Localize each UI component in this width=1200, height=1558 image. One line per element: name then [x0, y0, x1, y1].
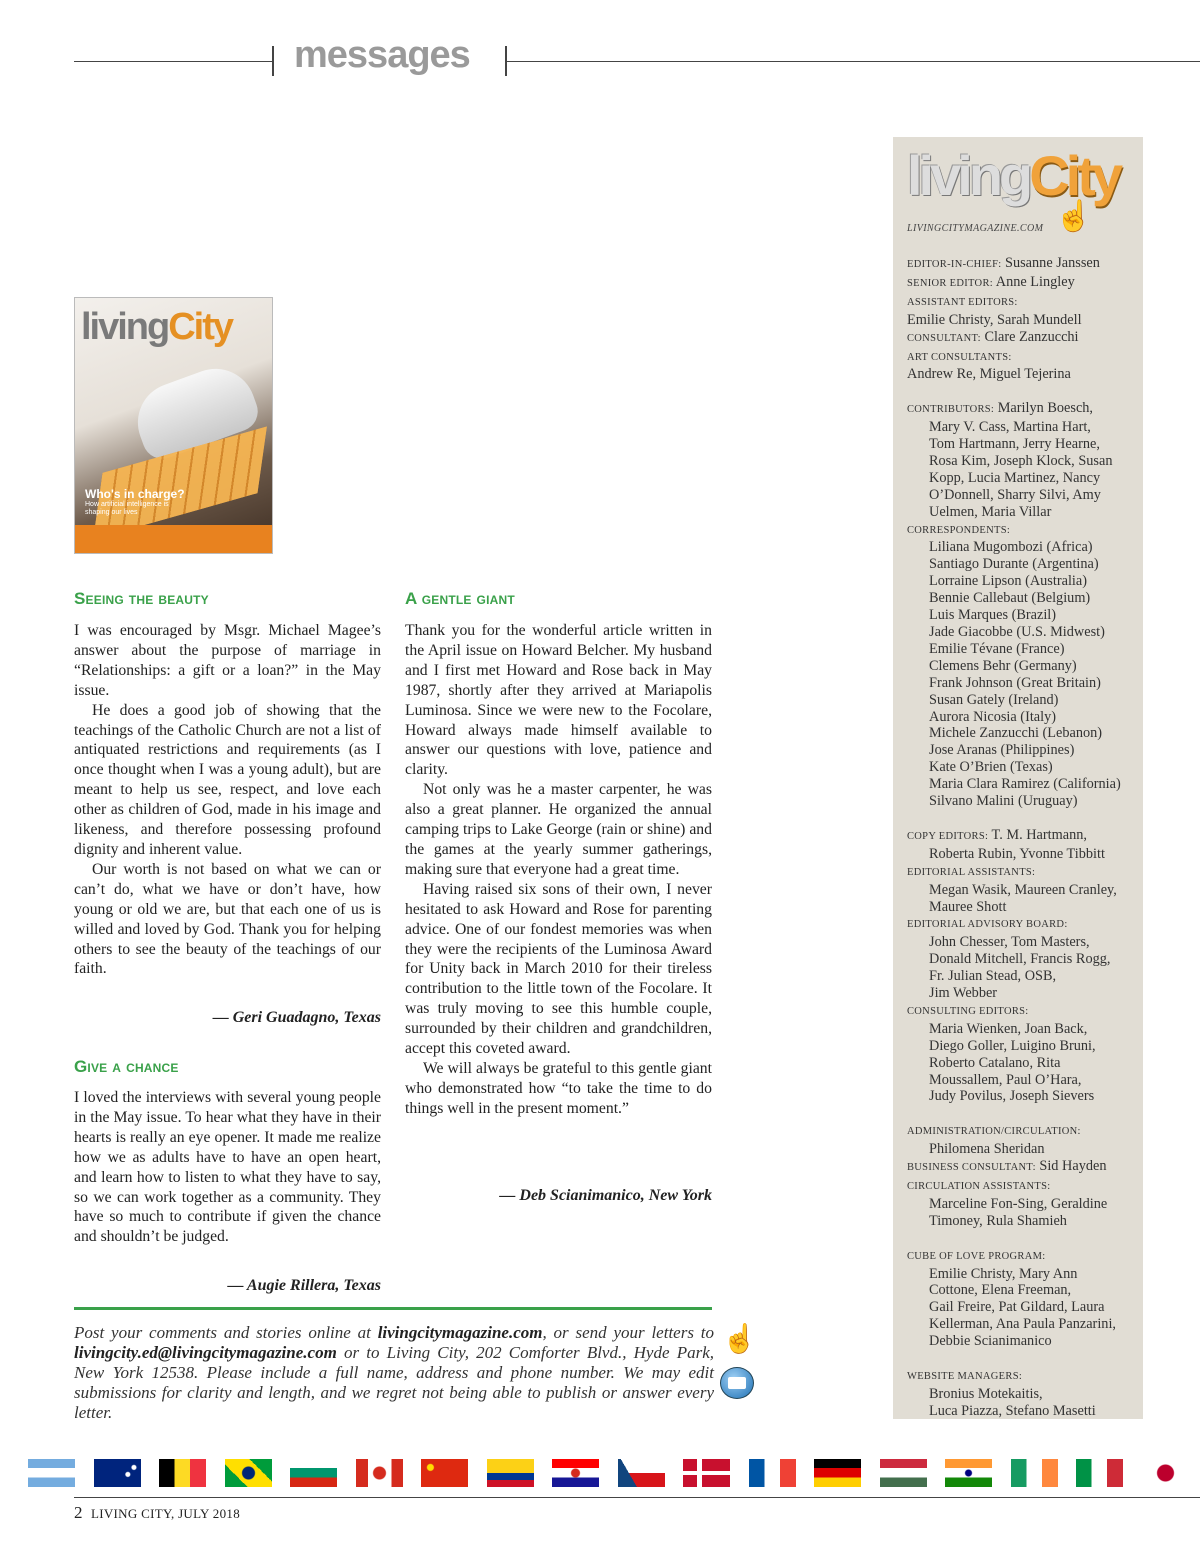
article-paragraph: We will always be grateful to this gentle giant who demonstrated how “to take the time to do things well in the present moment.”	[405, 1059, 712, 1117]
masthead-credit-line: Silvano Malini (Uruguay)	[929, 793, 1078, 810]
flag-belgium-icon	[159, 1459, 206, 1487]
article-paragraph: Thank you for the wonderful article written in the April issue on Howard Belcher. My husband and I first met Howard and Rose back in May 1987, shortly after they arrived at Mariapolis Luminosa. Since we were new to the Focolare, Howard always made himself available to answer our questions with love, patience and clarity.	[405, 622, 712, 779]
flag-hungary-icon	[880, 1459, 927, 1487]
masthead-credit-line: Lorraine Lipson (Australia)	[929, 573, 1088, 590]
flag-argentina-icon	[28, 1459, 75, 1487]
masthead-credit-line: Jim Webber	[929, 985, 998, 1002]
masthead-credit-line: Mary V. Cass, Martina Hart,	[929, 419, 1091, 436]
masthead-credits	[907, 255, 1139, 1420]
footer-rule	[74, 1497, 1200, 1498]
masthead-role: COPY EDITORS:	[907, 830, 989, 842]
header-tick-left	[272, 46, 274, 76]
masthead-role: EDITOR-IN-CHIEF:	[907, 259, 1002, 270]
masthead-credit-line: Roberta Rubin, Yvonne Tibbitt	[929, 845, 1105, 862]
article-title: Give a chance	[74, 1057, 179, 1076]
masthead-credit-line: Moussallem, Paul O’Hara,	[929, 1071, 1082, 1088]
masthead-logo: livingCity	[907, 144, 1120, 207]
article-paragraph: I was encouraged by Msgr. Michael Magee’s answer about the purpose of marriage in “Relationships: a gift or a loan?” in the May issue.	[74, 622, 381, 699]
mail-icon[interactable]	[720, 1367, 754, 1399]
flag-australia-icon	[94, 1459, 141, 1487]
masthead-credit-line	[907, 274, 1139, 293]
article-paragraph: I loved the interviews with several young people in the May issue. To hear what they have in their hearts is really an eye opener. It made me realize how we as adults have to have an open heart, and learn how to listen to what they have to say, so we can work together as a community. They have so much to contribute if given the chance and shouldn’t be judged.	[74, 1089, 381, 1246]
flag-france-icon	[749, 1459, 796, 1487]
masthead-credit-line	[907, 293, 1139, 312]
masthead-role: ART CONSULTANTS:	[907, 351, 1012, 363]
masthead-credit-line: Philomena Sheridan	[929, 1141, 1045, 1158]
masthead-names: Sid Hayden	[1035, 1158, 1107, 1175]
flag-colombia-icon	[487, 1459, 534, 1487]
masthead-role: ADMINISTRATION/CIRCULATION:	[907, 1126, 1081, 1138]
masthead-role: CIRCULATION ASSISTANTS:	[907, 1180, 1051, 1192]
masthead-credit-line: Luca Piazza, Stefano Masetti	[929, 1402, 1096, 1419]
masthead-credit-line: Kate O’Brien (Texas)	[929, 759, 1053, 776]
cover-subhead: How artificial intelligence is shaping our lives	[85, 501, 169, 516]
masthead-credit-line: Cottone, Elena Freeman,	[929, 1282, 1072, 1299]
article-signature: — Deb Scianimanico, New York	[499, 1187, 712, 1204]
article-signature: — Augie Rillera, Texas	[227, 1277, 381, 1294]
masthead-credit-line: Maria Clara Ramirez (California)	[929, 776, 1121, 793]
masthead-credit-line: Luis Marques (Brazil)	[929, 607, 1057, 624]
masthead-credit-line: John Chesser, Tom Masters,	[929, 934, 1090, 951]
masthead-role: CONSULTANT:	[907, 332, 981, 344]
masthead-credit-line: Debbie Scianimanico	[929, 1333, 1052, 1350]
masthead-role: CORRESPONDENTS:	[907, 524, 1011, 536]
masthead-spacer	[907, 1230, 1139, 1247]
article-paragraph: Having raised six sons of their own, I never hesitated to ask Howard and Rose for parenting advice. One of our fondest memories was when they were the recipients of the Luminosa Award for Unity back in March 2010 for their tireless contribution to the little town of the Focolare. It was truly moving to see this humble couple, surrounded by their children and grandchildren, accept this coveted award.	[405, 880, 712, 1058]
masthead-credit-line	[907, 1158, 1139, 1177]
masthead-role: CUBE OF LOVE PROGRAM:	[907, 1250, 1046, 1262]
masthead-credit-line: Donald Mitchell, Francis Rogg,	[929, 951, 1111, 968]
masthead-credit-line: Susan Gately (Ireland)	[929, 691, 1059, 708]
masthead-credit-line: Tom Hartmann, Jerry Hearne,	[929, 436, 1100, 453]
masthead-role: CONSULTING EDITORS:	[907, 1005, 1029, 1017]
flag-china-icon	[421, 1459, 468, 1487]
masthead-credit-line: Roberto Catalano, Rita	[929, 1054, 1061, 1071]
masthead-role: SENIOR EDITOR:	[907, 277, 993, 289]
masthead-credit-line	[907, 348, 1139, 367]
masthead-names: Anne Lingley	[992, 273, 1075, 290]
masthead-panel	[893, 137, 1143, 1419]
article-paragraph: Our worth is not based on what we can or can’t do, what we have or don’t have, how young or old we are, but that each one of us is willed and loved by God. Thank you for helping others to see the beauty of the teachings of our faith.	[74, 860, 381, 978]
masthead-credit-line: Jose Aranas (Philippines)	[929, 742, 1075, 759]
article-paragraph: He does a good job of showing that the teachings of the Catholic Church are not a list of antiquated restrictions and requirements (as I once thought when I was a young adult), but are meant to help us see, respect, and love each other as children of God, made in his image and likeness, and therefore possessing profound dignity and inherent value.	[74, 701, 381, 858]
flag-denmark-icon	[683, 1459, 730, 1487]
masthead-credit-line: Emilie Christy, Mary Ann	[929, 1265, 1078, 1282]
masthead-credit-line: Liliana Mugombozi (Africa)	[929, 539, 1093, 556]
masthead-credit-line: Bronius Motekaitis,	[929, 1385, 1043, 1402]
masthead-credit-line	[907, 1122, 1139, 1141]
flag-brazil-icon	[225, 1459, 272, 1487]
masthead-credit-line: Judy Povilus, Joseph Sievers	[929, 1088, 1095, 1105]
masthead-credit-line: Mauree Shott	[929, 898, 1007, 915]
header-rule-left	[74, 61, 272, 62]
masthead-names: Andrew Re, Miguel Tejerina	[907, 366, 1071, 383]
header-rule-right	[507, 61, 1200, 62]
masthead-credit-line: Maria Wienken, Joan Back,	[929, 1020, 1088, 1037]
masthead-credit-line: Fr. Julian Stead, OSB,	[929, 968, 1057, 985]
masthead-credit-line	[907, 1367, 1139, 1386]
masthead-credit-line: Kellerman, Ana Paula Panzarini,	[929, 1316, 1116, 1333]
masthead-role: CONTRIBUTORS:	[907, 404, 995, 416]
masthead-credit-line: Emilie Tévane (France)	[929, 640, 1065, 657]
masthead-url[interactable]: LIVINGCITYMAGAZINE.COM	[907, 223, 1044, 234]
article-title: Seeing the beauty	[74, 589, 209, 608]
flag-croatia-icon	[552, 1459, 599, 1487]
masthead-spacer	[907, 810, 1139, 827]
pointer-hand-icon: ☝	[1055, 200, 1093, 233]
masthead-credit-line: Michele Zanzucchi (Lebanon)	[929, 725, 1103, 742]
flag-bulgaria-icon	[290, 1459, 337, 1487]
cover-headline: Who's in charge?	[85, 487, 185, 501]
masthead-credit-line	[907, 1177, 1139, 1196]
masthead-credit-line: Kopp, Lucia Martinez, Nancy	[929, 469, 1101, 486]
divider-rule	[74, 1307, 712, 1310]
flag-ireland-icon	[1011, 1459, 1058, 1487]
flag-germany-icon	[814, 1459, 861, 1487]
masthead-credit-line	[907, 521, 1139, 540]
article-body	[74, 621, 381, 979]
publication-info: LIVING CITY, JULY 2018	[91, 1506, 241, 1521]
masthead-credit-line: Jade Giacobbe (U.S. Midwest)	[929, 624, 1105, 641]
masthead-names: Emilie Christy, Sarah Mundell	[907, 311, 1082, 328]
masthead-credit-line	[907, 255, 1139, 274]
article-signature: — Geri Guadagno, Texas	[212, 1009, 381, 1026]
masthead-credit-line: Aurora Nicosia (Italy)	[929, 708, 1057, 725]
masthead-credit-line	[907, 915, 1139, 934]
masthead-names: Marilyn Boesch,	[994, 400, 1094, 417]
masthead-credit-line	[907, 1247, 1139, 1266]
masthead-credit-line: Gail Freire, Pat Gildard, Laura	[929, 1299, 1105, 1316]
article-body	[74, 1088, 381, 1247]
website-link[interactable]: livingcitymagazine.com	[377, 1323, 543, 1342]
masthead-names: Susanne Janssen	[1001, 255, 1100, 271]
masthead-credit-line: O’Donnell, Sharry Silvi, Amy	[929, 486, 1101, 503]
masthead-role: EDITORIAL ASSISTANTS:	[907, 866, 1036, 878]
masthead-credit-line: Uelmen, Maria Villar	[929, 503, 1052, 520]
masthead-credit-line: Diego Goller, Luigino Bruni,	[929, 1037, 1096, 1054]
flag-canada-icon	[356, 1459, 403, 1487]
masthead-names: Clare Zanzucchi	[980, 328, 1079, 345]
masthead-credit-line: Marceline Fon-Sing, Geraldine	[929, 1195, 1108, 1212]
masthead-spacer	[907, 383, 1139, 400]
masthead-role: BUSINESS CONSULTANT:	[907, 1162, 1036, 1174]
flag-india-icon	[945, 1459, 992, 1487]
flag-japan-icon	[1142, 1459, 1189, 1487]
masthead-credit-line: Timoney, Rula Shamieh	[929, 1212, 1067, 1229]
email-link[interactable]: livingcity.ed@livingcitymagazine.com	[74, 1342, 337, 1362]
masthead-credit-line: Bennie Callebaut (Belgium)	[929, 590, 1091, 607]
flag-czech-republic-icon	[618, 1459, 665, 1487]
article-body	[405, 621, 712, 1119]
masthead-credit-line: Frank Johnson (Great Britain)	[929, 674, 1101, 691]
flag-italy-icon	[1076, 1459, 1123, 1487]
masthead-credit-line	[907, 1002, 1139, 1021]
masthead-role: WEBSITE MANAGERS:	[907, 1370, 1023, 1382]
masthead-credit-line: Santiago Durante (Argentina)	[929, 556, 1099, 573]
masthead-names: T. M. Hartmann,	[988, 826, 1087, 843]
page-folio	[74, 1503, 240, 1523]
masthead-credit-line: Megan Wasik, Maureen Cranley,	[929, 881, 1117, 898]
cover-logo: livingCity	[81, 306, 233, 348]
masthead-spacer	[907, 1350, 1139, 1367]
cover-footer-band	[75, 525, 272, 553]
masthead-credit-line	[907, 312, 1139, 329]
pointer-hand-icon: ☝	[722, 1324, 757, 1355]
section-title: messages	[294, 34, 470, 76]
page-number: 2	[74, 1503, 83, 1522]
masthead-spacer	[907, 1105, 1139, 1122]
masthead-credit-line	[907, 400, 1139, 419]
masthead-role: EDITORIAL ADVISORY BOARD:	[907, 919, 1068, 931]
masthead-credit-line	[907, 863, 1139, 882]
masthead-role: ASSISTANT EDITORS:	[907, 296, 1018, 308]
magazine-cover-image	[74, 297, 273, 554]
article-paragraph: Not only was he a master carpenter, he was also a great planner. He organized the annual camping trips to Lake George (rain or shine) and the games at the yearly summer gatherings, making sure that everyone had a great time.	[405, 781, 712, 878]
masthead-credit-line	[907, 827, 1139, 846]
masthead-credit-line	[907, 329, 1139, 348]
masthead-credit-line: Rosa Kim, Joseph Klock, Susan	[929, 452, 1113, 469]
masthead-credit-line: Clemens Behr (Germany)	[929, 657, 1077, 674]
article-title: A gentle giant	[405, 589, 515, 608]
submission-note: Post your comments and stories online at livingcitymagazine.com, or send your letters to livingcity.ed@livingcitymagazine.com or to Living City, 202 Comforter Blvd., Hyde Park, New York 12538. Please include a full name, address and phone number. We may edit submissions for clarity and length, and we regret not being able to publish or answer every letter.	[74, 1323, 715, 1422]
masthead-credit-line	[907, 366, 1139, 383]
